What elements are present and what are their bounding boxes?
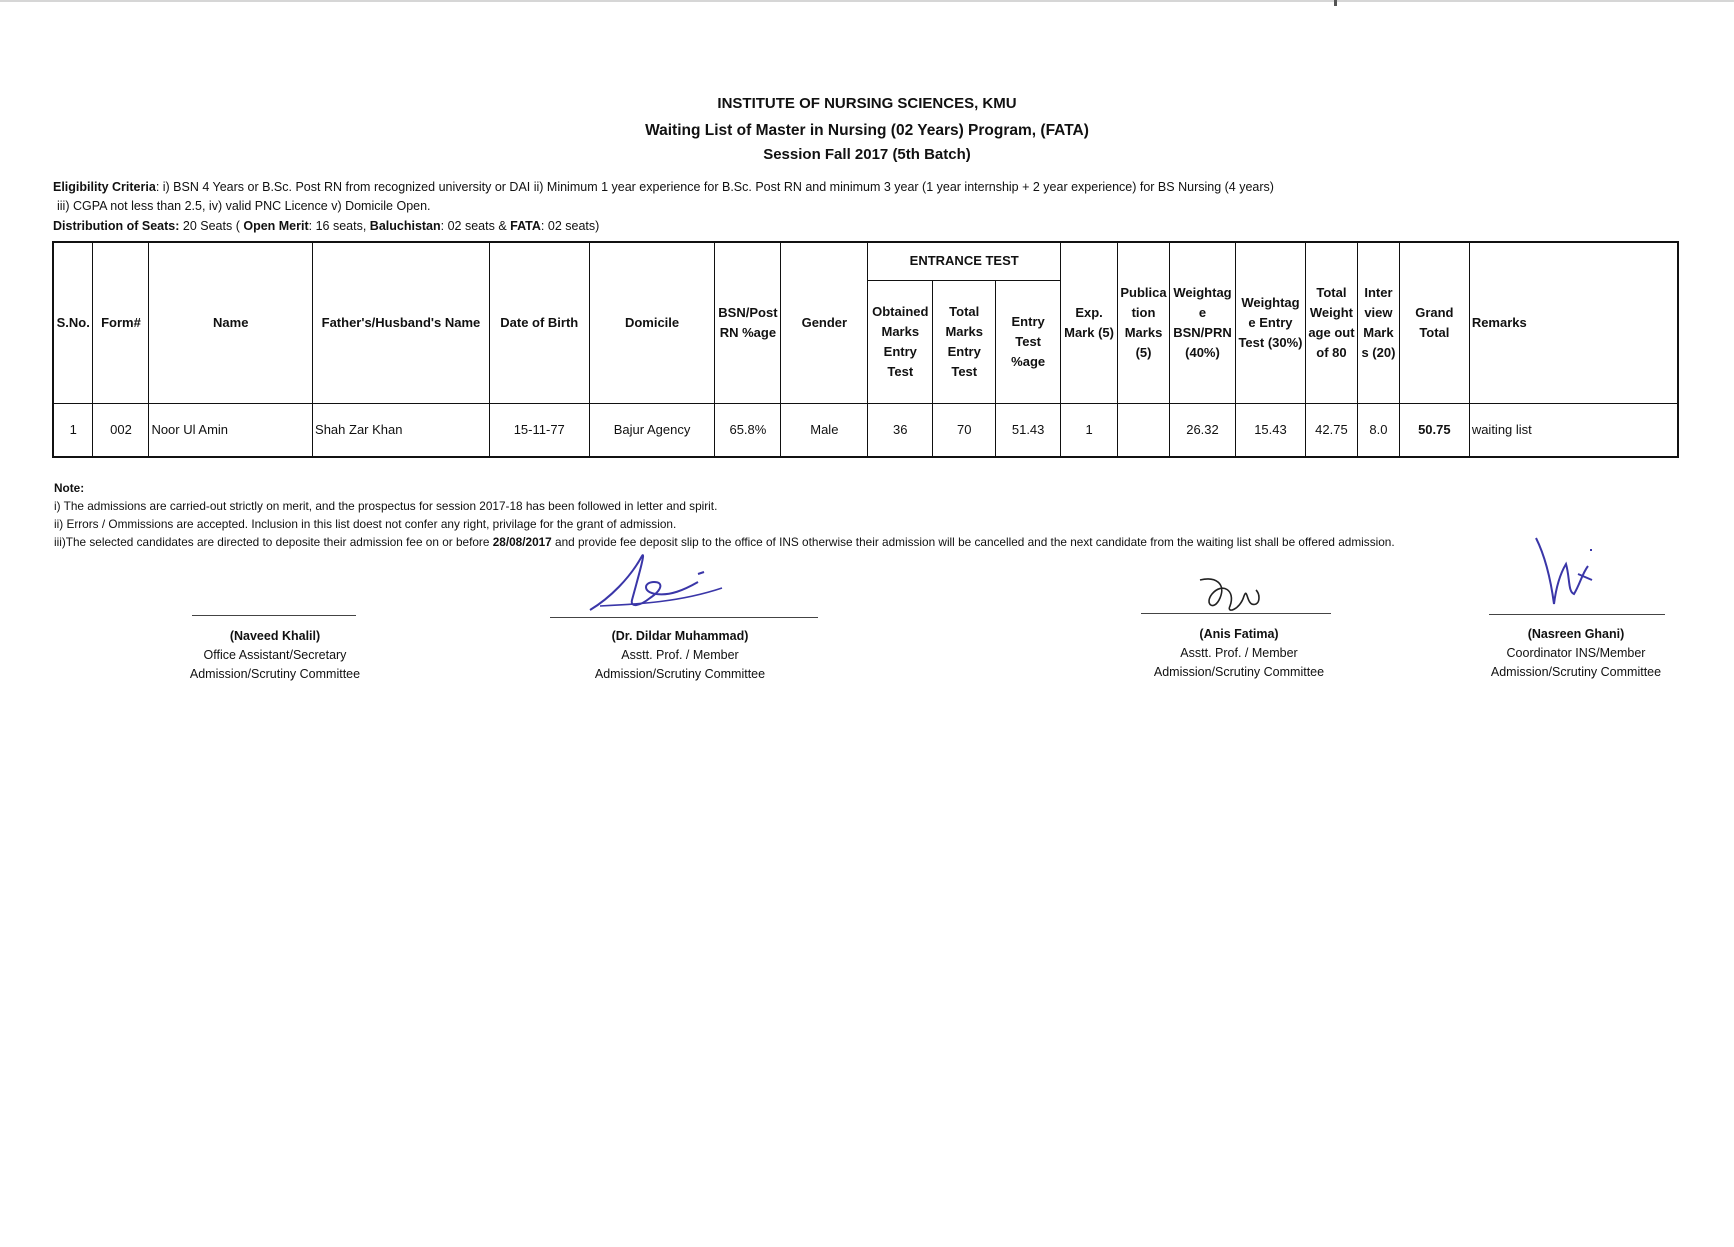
cell-total-weight: 42.75: [1305, 404, 1357, 458]
col-weight-entry: Weightag e Entry Test (30%): [1235, 242, 1305, 404]
signatory-name: (Naveed Khalil): [229, 629, 321, 643]
cell-dob: 15-11-77: [489, 404, 589, 458]
scan-edge: [0, 0, 1734, 2]
fata-text: : 02 seats): [540, 219, 600, 233]
cell-name: Noor Ul Amin: [149, 404, 313, 458]
col-exp: Exp. Mark (5): [1061, 242, 1118, 404]
col-interview: Inter view Mark s (20): [1357, 242, 1399, 404]
signatory-committee: Admission/Scrutiny Committee: [1490, 665, 1662, 679]
col-total-marks: Total Marks Entry Test: [933, 280, 996, 403]
cell-publication: [1118, 404, 1170, 458]
open-merit-label: Open Merit: [243, 219, 309, 233]
signatory-name: (Anis Fatima): [1199, 627, 1279, 641]
col-publication: Publica tion Marks (5): [1118, 242, 1170, 404]
col-sno: S.No.: [53, 242, 93, 404]
signatory-role: Office Assistant/Secretary: [203, 648, 347, 662]
signatory-block: [160, 627, 390, 684]
signatory-block: [1461, 625, 1691, 682]
cell-grand-total: 50.75: [1399, 404, 1469, 458]
table-row: [53, 404, 1678, 458]
signature-nasreen-ghani: [1532, 534, 1602, 610]
cell-exp: 1: [1061, 404, 1118, 458]
eligibility-criteria-line2: iii) CGPA not less than 2.5, iv) valid PNC Licence v) Domicile Open.: [57, 199, 431, 213]
signatory-role: Coordinator INS/Member: [1506, 646, 1646, 660]
col-domicile: Domicile: [589, 242, 715, 404]
note-1: i) The admissions are carried-out strictly on merit, and the prospectus for session 2017-18 has been followed in letter and spirit.: [54, 499, 718, 513]
session-title: Session Fall 2017 (5th Batch): [763, 146, 971, 163]
cell-obtained: 36: [868, 404, 933, 458]
note-3-text: iii)The selected candidates are directed to deposite their admission fee on or before: [54, 535, 493, 549]
note-heading: Note:: [54, 481, 85, 495]
signature-line: [192, 615, 356, 616]
open-merit-text: : 16 seats,: [308, 219, 370, 233]
note-3-tail: and provide fee deposit slip to the office of INS otherwise their admission will be cancelled and the next candidate from the waiting list shall be offered admission.: [551, 535, 1395, 549]
signatory-block: [565, 627, 795, 684]
fee-deadline: 28/08/2017: [492, 535, 552, 549]
cell-sno: 1: [53, 404, 93, 458]
cell-gender: Male: [781, 404, 868, 458]
signatory-committee: Admission/Scrutiny Committee: [189, 667, 361, 681]
distribution-pre: 20 Seats (: [179, 219, 244, 233]
cell-bsn: 65.8%: [715, 404, 781, 458]
cell-weight-bsn: 26.32: [1170, 404, 1236, 458]
note-2: ii) Errors / Ommissions are accepted. Inclusion in this list doest not confer any right, privilage for the grant of admission.: [54, 517, 677, 531]
cell-father: Shah Zar Khan: [313, 404, 490, 458]
eligibility-label: Eligibility Criteria: [53, 180, 156, 194]
col-form: Form#: [93, 242, 149, 404]
col-name: Name: [149, 242, 313, 404]
table-header-row: [53, 242, 1678, 280]
col-entry-pct: Entry Test %age: [996, 280, 1061, 403]
col-weight-bsn: Weightag e BSN/PRN (40%): [1170, 242, 1236, 404]
col-obtained: Obtained Marks Entry Test: [868, 280, 933, 403]
signatory-block: [1124, 625, 1354, 682]
distribution-label: Distribution of Seats:: [53, 219, 180, 233]
baluchistan-label: Baluchistan: [369, 219, 441, 233]
waiting-list-table: [52, 241, 1679, 458]
institute-title: INSTITUTE OF NURSING SCIENCES, KMU: [717, 95, 1017, 112]
cell-total-marks: 70: [933, 404, 996, 458]
list-title: Waiting List of Master in Nursing (02 Years) Program, (FATA): [645, 122, 1089, 139]
signature-line: [1489, 614, 1665, 615]
cell-interview: 8.0: [1357, 404, 1399, 458]
col-gender: Gender: [781, 242, 868, 404]
note-3: [54, 535, 1395, 549]
col-total-weight: Total Weight age out of 80: [1305, 242, 1357, 404]
signatory-role: Asstt. Prof. / Member: [1180, 646, 1298, 660]
cell-form: 002: [93, 404, 149, 458]
cell-remarks: waiting list: [1469, 404, 1678, 458]
scan-mark: [1334, 0, 1337, 6]
signatory-name: (Nasreen Ghani): [1527, 627, 1625, 641]
cell-domicile: Bajur Agency: [589, 404, 715, 458]
col-father: Father's/Husband's Name: [313, 242, 490, 404]
signatory-committee: Admission/Scrutiny Committee: [1153, 665, 1325, 679]
eligibility-criteria: [53, 180, 1274, 194]
signatory-role: Asstt. Prof. / Member: [621, 648, 739, 662]
signature-dildar-muhammad: [580, 548, 730, 618]
fata-label: FATA: [510, 219, 541, 233]
eligibility-text: : i) BSN 4 Years or B.Sc. Post RN from recognized university or DAI ii) Minimum 1 year experience for B.Sc. Post RN and minimum 3 year (1 year internship + 2 year experience) for BS Nursing (4 years): [155, 180, 1274, 194]
col-remarks: Remarks: [1469, 242, 1678, 404]
baluchistan-text: : 02 seats &: [440, 219, 511, 233]
col-dob: Date of Birth: [489, 242, 589, 404]
seat-distribution: [53, 219, 599, 233]
col-bsn: BSN/Post RN %age: [715, 242, 781, 404]
cell-entry-pct: 51.43: [996, 404, 1061, 458]
signature-anis-fatima: [1196, 574, 1266, 618]
col-group-entrance-test: ENTRANCE TEST: [868, 242, 1061, 280]
signatory-name: (Dr. Dildar Muhammad): [611, 629, 749, 643]
signatory-committee: Admission/Scrutiny Committee: [594, 667, 766, 681]
cell-weight-entry: 15.43: [1235, 404, 1305, 458]
col-grand-total: Grand Total: [1399, 242, 1469, 404]
